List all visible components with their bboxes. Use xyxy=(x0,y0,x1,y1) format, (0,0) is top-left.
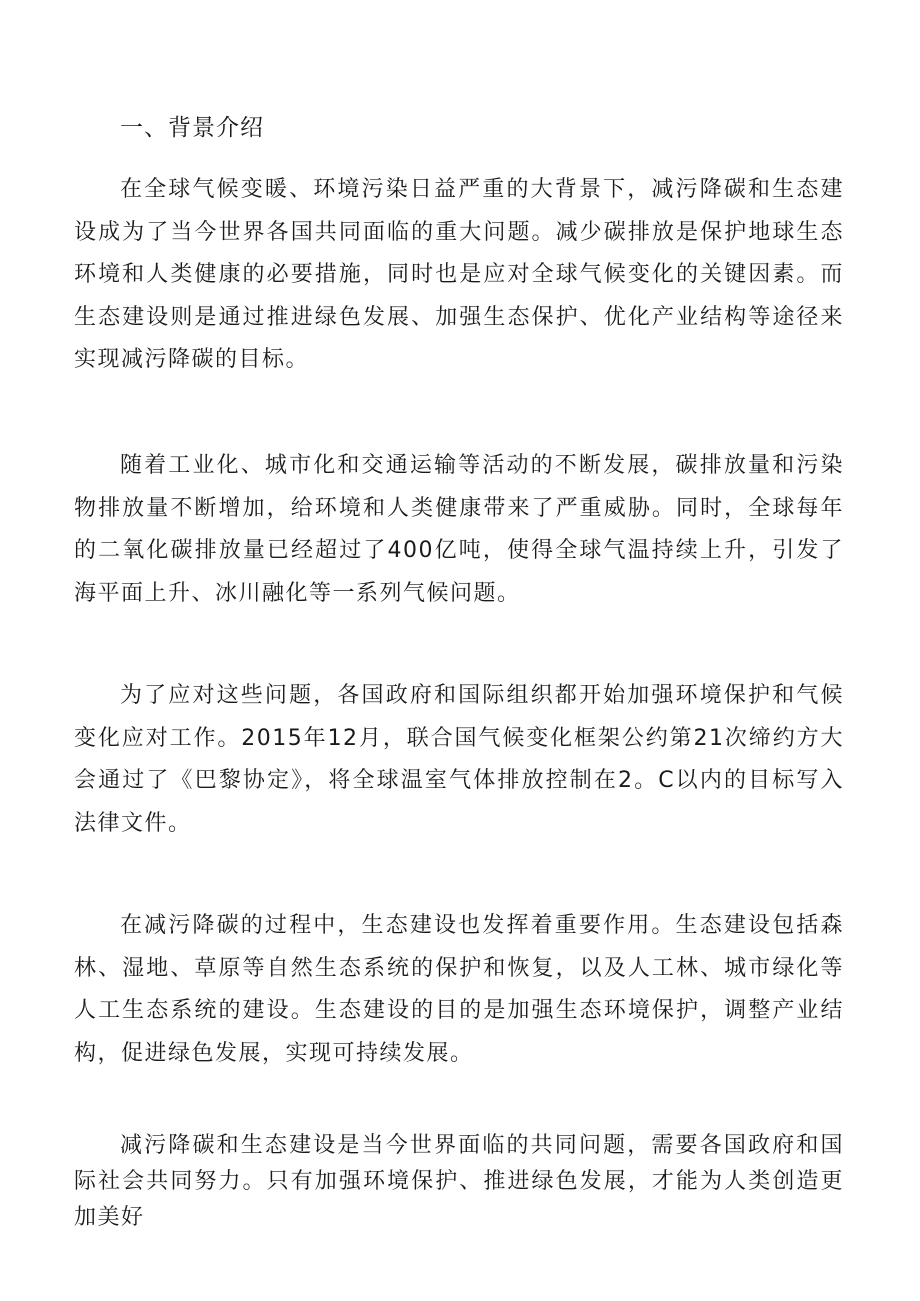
paragraph-paris-agreement: 为了应对这些问题，各国政府和国际组织都开始加强环境保护和气候变化应对工作。2015年12月，联合国气候变化框架公约第21次缔约方大会通过了《巴黎协定》，将全球温室气体排放控制在2。C以内的目标写入法律文件。 xyxy=(74,683,844,836)
paragraph-emissions-growth: 随着工业化、城市化和交通运输等活动的不断发展，碳排放量和污染物排放量不断增加，给环境和人类健康带来了严重威胁。同时，全球每年的二氧化碳排放量已经超过了400亿吨，使得全球气温持续上升，引发了海平面上升、冰川融化等一系列气候问题。 xyxy=(74,453,844,606)
paragraph-ecological-construction: 在减污降碳的过程中，生态建设也发挥着重要作用。生态建设包括森林、湿地、草原等自然生态系统的保护和恢复，以及人工林、城市绿化等人工生态系统的建设。生态建设的目的是加强生态环境保护，调整产业结构，促进绿色发展，实现可持续发展。 xyxy=(74,913,844,1066)
paragraph-climate-background: 在全球气候变暖、环境污染日益严重的大背景下，减污降碳和生态建设成为了当今世界各国共同面临的重大问题。减少碳排放是保护地球生态环境和人类健康的必要措施，同时也是应对全球气候变化的关键因素。而生态建设则是通过推进绿色发展、加强生态保护、优化产业结构等途径来实现减污降碳的目标。 xyxy=(74,177,844,372)
section-heading: 一、背景介绍 xyxy=(120,115,264,141)
paragraph-conclusion: 减污降碳和生态建设是当今世界面临的共同问题，需要各国政府和国际社会共同努力。只有加强环境保护、推进绿色发展，才能为人类创造更加美好 xyxy=(74,1133,844,1230)
